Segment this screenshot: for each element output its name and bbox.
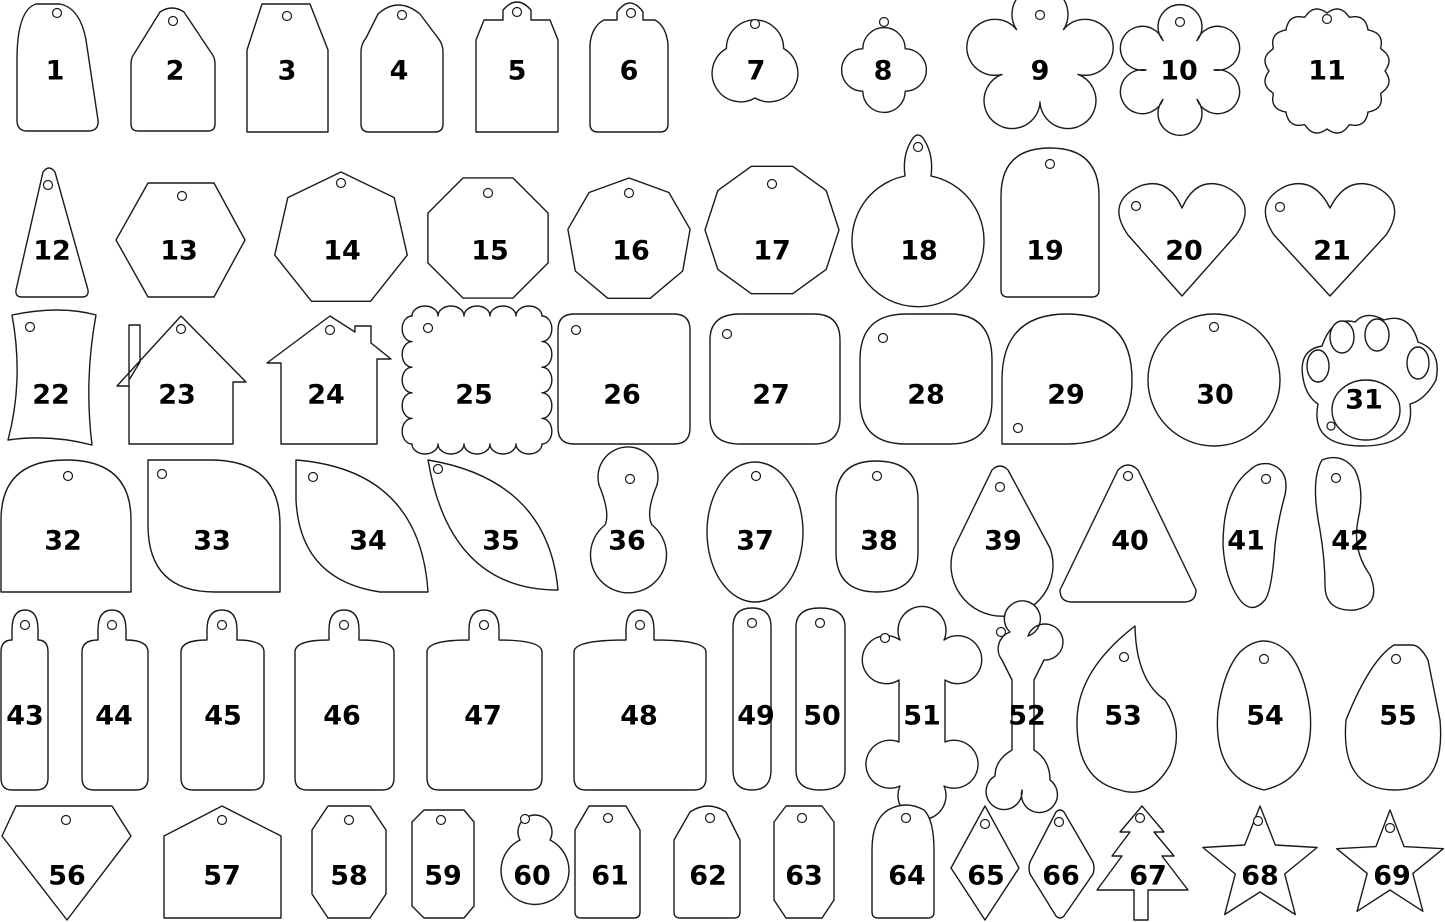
shape-26-rounded-square <box>558 314 690 444</box>
shape-number-label: 27 <box>752 379 790 411</box>
shape-number-label: 21 <box>1313 235 1351 267</box>
shape-number-label: 52 <box>1008 700 1046 732</box>
shape-number-label: 15 <box>471 235 509 267</box>
shape-hole <box>914 143 923 152</box>
shape-15-octagon <box>428 178 548 298</box>
shape-number-label: 51 <box>903 700 941 732</box>
shape-number-label: 29 <box>1047 379 1085 411</box>
shape-number-label: 37 <box>736 525 774 557</box>
shape-hole <box>981 820 990 829</box>
shape-number-label: 16 <box>612 235 650 267</box>
shape-outline <box>796 608 845 790</box>
shape-hole <box>1124 472 1133 481</box>
shape-hole <box>625 189 634 198</box>
shape-hole <box>1014 424 1023 433</box>
shape-hole <box>572 326 581 335</box>
shape-number-label: 10 <box>1160 55 1198 87</box>
shape-hole <box>437 816 446 825</box>
shape-hole <box>752 472 761 481</box>
shape-number-label: 42 <box>1331 525 1369 557</box>
shape-number-label: 65 <box>967 860 1005 892</box>
shape-hole <box>169 17 178 26</box>
shape-number-label: 54 <box>1246 700 1284 732</box>
shape-number-label: 35 <box>482 525 520 557</box>
shape-61-classic-tag <box>575 806 640 918</box>
shape-hole <box>26 323 35 332</box>
shape-number-label: 58 <box>330 860 368 892</box>
shape-number-label: 61 <box>591 860 629 892</box>
shape-hole <box>178 192 187 201</box>
shape-58-elongated-hexagon <box>312 806 386 918</box>
shape-25-scalloped-rectangle <box>402 306 552 454</box>
shape-hole <box>326 326 335 335</box>
shape-number-label: 20 <box>1165 235 1203 267</box>
shape-number-label: 13 <box>160 235 198 267</box>
paw-toe-pad <box>1365 319 1389 351</box>
shape-19-arch <box>1001 148 1099 297</box>
shape-64-soft-tag <box>872 805 934 918</box>
shape-28-squircle-large <box>860 314 992 444</box>
shape-number-label: 56 <box>48 860 86 892</box>
shape-hole <box>480 621 489 630</box>
shape-hole <box>1055 818 1064 827</box>
shape-number-label: 17 <box>753 235 791 267</box>
shape-number-label: 44 <box>95 700 133 732</box>
shape-38-stadium <box>836 461 918 592</box>
shape-hole <box>1386 824 1395 833</box>
shape-hole <box>62 816 71 825</box>
shape-27-squircle <box>710 314 840 444</box>
shape-hole <box>881 634 890 643</box>
shape-hole <box>434 465 443 474</box>
shape-number-label: 2 <box>165 55 185 87</box>
shape-number-label: 49 <box>737 700 775 732</box>
shape-3-pentagon-tag <box>247 4 328 132</box>
shape-hole <box>337 179 346 188</box>
shape-5-notched-tag <box>476 2 558 132</box>
shape-33-leaf-corner <box>148 460 280 592</box>
shape-hole <box>398 11 407 20</box>
shape-hole <box>158 470 167 479</box>
shape-outline <box>1001 148 1099 297</box>
shape-hole <box>1136 814 1145 823</box>
shape-number-label: 22 <box>32 379 70 411</box>
shape-hole <box>751 20 760 29</box>
shape-30-circle <box>1148 314 1280 446</box>
shape-hole <box>996 483 1005 492</box>
shape-number-label: 53 <box>1104 700 1142 732</box>
shape-hole <box>1323 15 1332 24</box>
shape-6-notched-tag-rounded <box>590 3 668 132</box>
shape-hole <box>44 181 53 190</box>
shape-number-label: 40 <box>1111 525 1149 557</box>
shape-number-label: 60 <box>513 860 551 892</box>
shape-number-label: 33 <box>193 525 231 557</box>
shape-hole <box>706 814 715 823</box>
shape-22-wave-banner <box>8 310 96 445</box>
shape-hole <box>345 816 354 825</box>
shape-hole <box>340 621 349 630</box>
shape-63-rounded-octagon-tag <box>774 806 834 918</box>
shape-hole <box>636 621 645 630</box>
shape-hole <box>626 475 635 484</box>
shape-number-label: 43 <box>6 700 44 732</box>
shape-hole <box>798 814 807 823</box>
shape-hole <box>1176 18 1185 27</box>
shape-number-label: 63 <box>785 860 823 892</box>
shape-hole <box>218 816 227 825</box>
shape-number-label: 6 <box>619 55 639 87</box>
shape-number-label: 39 <box>984 525 1022 557</box>
shape-hole <box>873 472 882 481</box>
shape-outline <box>733 608 771 790</box>
shape-hole <box>880 18 889 27</box>
shape-number-label: 26 <box>603 379 641 411</box>
shape-49-narrow-stadium <box>733 608 775 790</box>
shape-hole <box>816 619 825 628</box>
shape-hole <box>1392 655 1401 664</box>
shape-hole <box>1036 11 1045 20</box>
shape-hole <box>108 621 117 630</box>
shape-number-label: 68 <box>1241 860 1279 892</box>
shape-hole <box>1046 160 1055 169</box>
shape-number-label: 50 <box>803 700 841 732</box>
shape-hole <box>1132 202 1141 211</box>
shape-hole <box>1262 475 1271 484</box>
shape-hole <box>177 325 186 334</box>
shape-hole <box>627 9 636 18</box>
shape-number-label: 38 <box>860 525 898 557</box>
shape-number-label: 62 <box>689 860 727 892</box>
shape-number-label: 18 <box>900 235 938 267</box>
shape-hole <box>1254 817 1263 826</box>
shape-number-label: 47 <box>464 700 502 732</box>
shape-number-label: 46 <box>323 700 361 732</box>
shape-number-label: 69 <box>1373 860 1411 892</box>
shape-hole <box>997 628 1006 637</box>
shape-number-label: 4 <box>389 55 409 87</box>
shape-number-label: 55 <box>1379 700 1417 732</box>
shape-hole <box>723 330 732 339</box>
shape-number-label: 23 <box>158 379 196 411</box>
shape-hole <box>1276 203 1285 212</box>
paw-toe-pad <box>1307 350 1329 382</box>
shape-number-label: 30 <box>1196 379 1234 411</box>
shape-number-label: 14 <box>323 235 361 267</box>
shape-number-label: 28 <box>907 379 945 411</box>
paw-toe-pad <box>1330 321 1354 353</box>
shape-number-label: 64 <box>888 860 926 892</box>
shape-number-label: 32 <box>44 525 82 557</box>
shape-hole <box>309 473 318 482</box>
shape-37-oval <box>707 462 803 602</box>
shape-hole <box>513 8 522 17</box>
shape-hole <box>283 12 292 21</box>
shape-hole <box>64 472 73 481</box>
shape-number-label: 25 <box>455 379 493 411</box>
shape-29-teardrop-corner <box>1002 314 1132 444</box>
shape-number-label: 41 <box>1227 525 1265 557</box>
shape-number-label: 7 <box>746 55 766 87</box>
shape-hole <box>604 814 613 823</box>
shape-17-decagon <box>705 166 839 293</box>
shape-hole <box>218 621 227 630</box>
shape-number-label: 5 <box>507 55 527 87</box>
shape-number-label: 66 <box>1042 860 1080 892</box>
shape-62-curved-tag <box>674 806 740 918</box>
shape-hole <box>1120 653 1129 662</box>
shape-54-pear <box>1217 641 1310 790</box>
shape-number-label: 11 <box>1308 55 1346 87</box>
shape-number-label: 45 <box>204 700 242 732</box>
shape-number-label: 9 <box>1030 55 1050 87</box>
shape-hole <box>748 619 757 628</box>
shape-number-label: 12 <box>33 235 71 267</box>
shape-hole <box>21 621 30 630</box>
shape-hole <box>1332 474 1341 483</box>
shape-hole <box>879 334 888 343</box>
shape-hole <box>484 189 493 198</box>
shape-number-label: 48 <box>620 700 658 732</box>
shape-number-label: 36 <box>608 525 646 557</box>
shape-number-label: 31 <box>1345 384 1383 416</box>
paw-toe-pad <box>1407 347 1429 379</box>
shape-number-label: 34 <box>349 525 387 557</box>
shape-number-label: 57 <box>203 860 241 892</box>
shape-number-label: 8 <box>873 55 893 87</box>
shape-hole <box>902 814 911 823</box>
shape-outline <box>8 310 96 445</box>
shape-number-label: 19 <box>1026 235 1064 267</box>
shape-number-label: 1 <box>45 55 65 87</box>
shape-hole <box>53 9 62 18</box>
shape-59-octagon-tag <box>412 810 474 918</box>
shape-hole <box>768 180 777 189</box>
shape-number-label: 59 <box>424 860 462 892</box>
shape-number-label: 67 <box>1129 860 1167 892</box>
shape-number-label: 3 <box>277 55 297 87</box>
shape-hole <box>1260 655 1269 664</box>
shape-hole <box>424 324 433 333</box>
shape-number-label: 24 <box>307 379 345 411</box>
shape-50-narrow-stadium <box>796 608 845 790</box>
shape-hole <box>1210 323 1219 332</box>
shape-hole <box>1327 422 1335 430</box>
shape-32-arch-wide <box>1 460 131 592</box>
shape-hole <box>521 815 530 824</box>
